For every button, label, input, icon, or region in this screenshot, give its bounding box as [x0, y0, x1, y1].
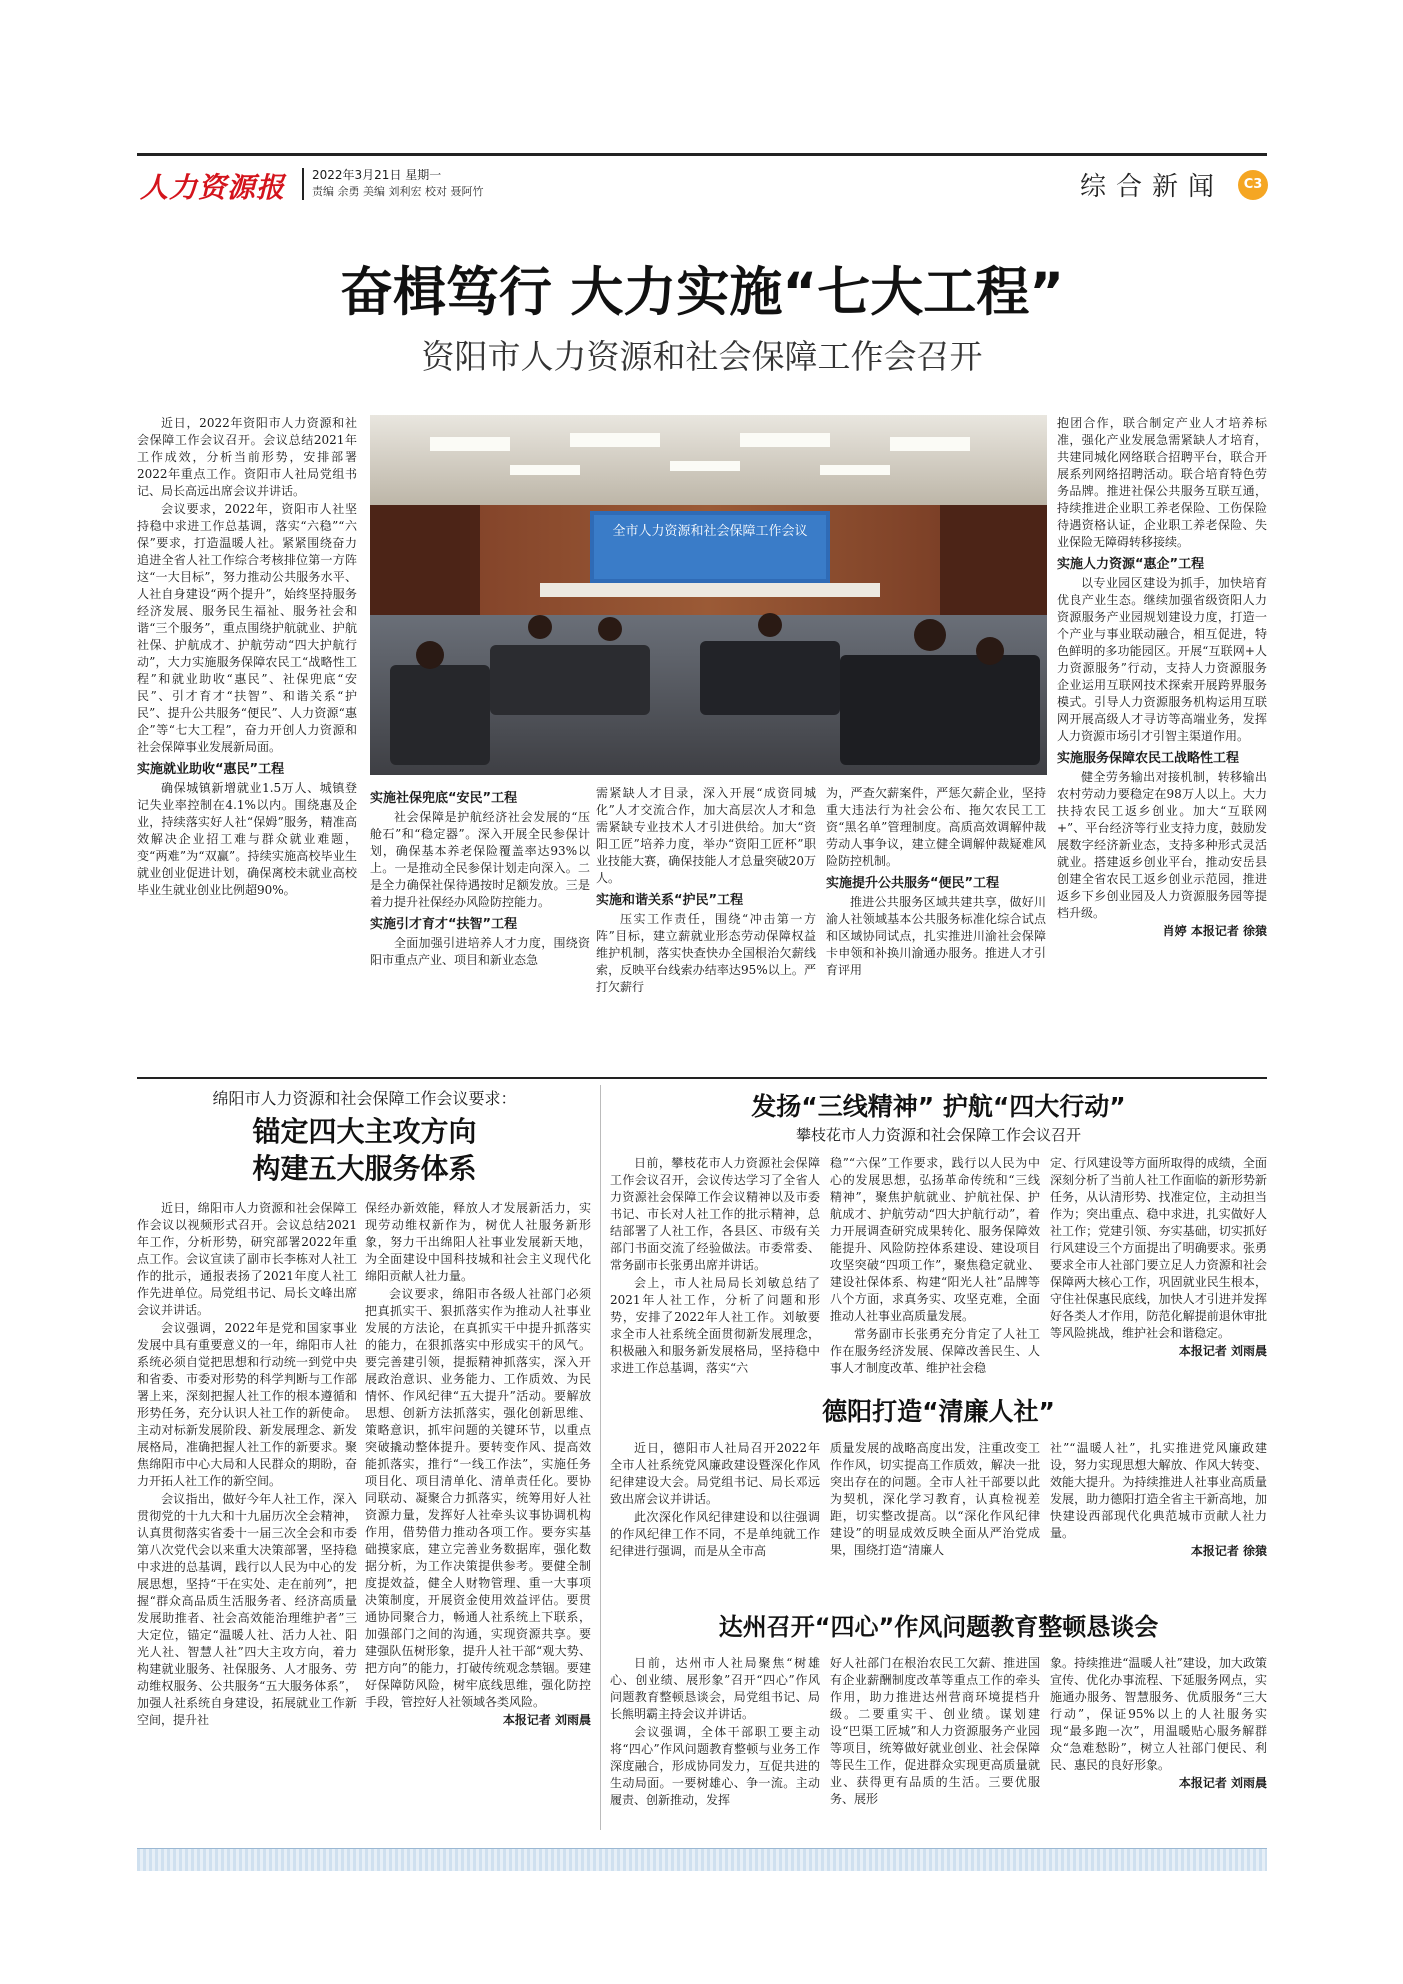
section-subheading: 实施人力资源“惠企”工程 — [1057, 557, 1205, 572]
newspaper-logo: 人力资源报 — [140, 171, 286, 204]
body-paragraph: 近日，德阳市人社局召开2022年全市人社系统党风廉政建设暨深化作风纪律建设大会。局党组书记、局长邓远致出席会议并讲话。 — [610, 1441, 820, 1506]
story2-column-2 — [365, 1200, 591, 1830]
story5-headline: 达州召开“四心”作风问题教育整顿恳谈会 — [718, 1613, 1159, 1641]
lead-column-4 — [826, 785, 1046, 1065]
story4-column-1 — [610, 1440, 820, 1590]
body-paragraph: 会议强调，全体干部职工要主动将“四心”作风问题教育整顿与业务工作深度融合，形成协同发力，互促共进的生动局面。一要树雄心、争一流。主动履责、创新推动，发挥 — [610, 1725, 820, 1807]
story3-headline: 发扬“三线精神” 护航“四大行动” — [751, 1092, 1126, 1121]
body-paragraph: 稳”“六保”工作要求，践行以人民为中心的发展思想，弘扬革命传统和“三线精神”，聚焦护航就业、护航社保、护航成才、护航劳动“四大护航行动”，着力开展调查研究成果转化、服务保障效能提升、风险防控体系建设、建设项目攻坚突破“四项工作”，聚焦稳定就业、建设社保体系、构建“阳光人社”品牌等八个方面，求真务实、攻坚克难，全面推动人社事业高质量发展。 — [830, 1156, 1040, 1323]
body-paragraph: 会上，市人社局局长刘敏总结了2021年人社工作，分析了问题和形势，安排了2022年人社工作。刘敏要求全市人社系统全面贯彻新发展理念，积极融入和服务新发展格局，坚持稳中求进工作总基调，落实“六 — [610, 1276, 820, 1375]
masthead-divider — [302, 168, 304, 200]
story4-column-3 — [1050, 1440, 1267, 1600]
section-subheading: 实施和谐关系“护民”工程 — [596, 893, 744, 908]
lead-column-1 — [137, 415, 357, 1065]
body-paragraph: 会议强调，2022年是党和国家事业发展中具有重要意义的一年，绵阳市人社系统必须自觉把思想和行动统一到党中央和省委、市委对形势的科学判断与工作部署上来，深刻把握人社工作的根本遵循和形势任务，充分认识人社工作的新使命。主动对标新发展阶段、新发展理念、新发展格局，准确把握人社工作的新要求。聚焦绵阳市中心大局和人民群众的期盼，奋力开拓人社工作的新空间。 — [137, 1321, 357, 1488]
masthead-top-rule — [137, 153, 1267, 156]
story3-subheadline: 攀枝花市人力资源和社会保障工作会议召开 — [795, 1126, 1081, 1144]
lead-headline: 奋楫笃行 大力实施“七大工程” — [339, 262, 1065, 323]
lead-subheadline: 资阳市人力资源和社会保障工作会召开 — [421, 337, 983, 376]
section-subheading: 实施引才育才“扶智”工程 — [370, 917, 518, 932]
story5-column-2 — [830, 1655, 1040, 1830]
section-subheading: 实施服务保障农民工战略性工程 — [1057, 751, 1240, 766]
body-paragraph: 定、行风建设等方面所取得的成绩，全面深刻分析了当前人社工作面临的新形势新任务，从认清形势、找准定位，主动担当作为；突出重点、稳中求进，扎实做好人社工作；党建引领、夯实基础，切实抓好行风建设三个方面提出了明确要求。张勇要求全市人社部门要立足人力资源和社会保障两大核心工作，巩固就业民生根本，守住社保惠民底线，加快人才引进并发挥好各类人才作用，防范化解提前退休审批等风险挑战，维护社会和谐稳定。 — [1050, 1156, 1267, 1340]
story2-kicker: 绵阳市人力资源和社会保障工作会议要求： — [212, 1089, 517, 1108]
photo-banner-text: 全市人力资源和社会保障工作会议 — [612, 524, 808, 539]
section-subheading: 实施就业助收“惠民”工程 — [137, 762, 285, 777]
body-paragraph: 日前，攀枝花市人力资源社会保障工作会议召开，会议传达学习了全省人力资源社会保障工作会议精神以及市委书记、市长对人社工作的批示精神，总结部署了人社工作，各县区、市级有关部门书面交流了经验做法。市委常委、常务副市长张勇出席并讲话。 — [610, 1156, 820, 1272]
body-paragraph: 以专业园区建设为抓手，加快培育优良产业生态。继续加强省级资阳人力资源服务产业园规划建设力度，打造一个产业与事业联动融合，相互促进，特色鲜明的多功能园区。开展“互联网+人力资源服务”行动，支持人力资源服务企业运用互联网技术探索开展跨界服务模式。引导人力资源服务机构运用互联网开展高级人才寻访等高端业务，发挥人力资源市场引才引智主渠道作用。 — [1057, 576, 1267, 743]
story3-column-1 — [610, 1155, 820, 1375]
byline: 本报记者 刘雨晨 — [502, 1713, 591, 1727]
issue-date: 2022年3月21日 星期一 — [312, 168, 442, 182]
story5-column-3 — [1050, 1655, 1267, 1835]
footer-band — [137, 1848, 1267, 1871]
body-paragraph: 日前，达州市人社局聚焦“树雄心、创业绩、展形象”召开“四心”作风问题教育整顿恳谈会，局党组书记、局长熊明霸主持会议并讲话。 — [610, 1656, 820, 1721]
page-number-badge: C3 — [1238, 170, 1268, 200]
section-subheading: 实施社保兜底“安民”工程 — [370, 791, 518, 806]
story2-headline-line1: 锚定四大主攻方向 — [252, 1115, 477, 1148]
column-separator — [600, 1085, 601, 1830]
byline: 本报记者 刘雨晨 — [1178, 1776, 1267, 1790]
body-paragraph: 社会保障是护航经济社会发展的“压舱石”和“稳定器”。深入开展全民参保计划，确保基本养老保险覆盖率达93%以上。一是推动全民参保计划走向深入。二是全力确保社保待遇按时足额发放。三是着力提升社保经办风险防控能力。 — [370, 810, 590, 909]
body-paragraph: 压实工作责任，围绕“冲击第一方阵”目标，建立薪就业形态劳动保障权益维护机制，落实快查快办全国根治欠薪线索，反映平台线索办结率达95%以上。严打欠薪行 — [596, 912, 816, 994]
body-paragraph: 好人社部门在根治农民工欠薪、推进国有企业薪酬制度改革等重点工作的牵头作用，助力推进达州营商环境提档升级。二要重实干、创业绩。谋划建设“巴渠工匠城”和人力资源服务产业园等项目，统筹做好就业创业、社会保障等民生工作，促进群众实现更高质量就业、获得更有品质的生活。三要优服务、展形 — [830, 1656, 1040, 1806]
byline: 肖婷 本报记者 徐猿 — [1162, 924, 1267, 938]
editor-credits: 责编 余勇 美编 刘利宏 校对 聂阿竹 — [312, 185, 484, 198]
body-paragraph: 全面加强引进培养人才力度，围绕资阳市重点产业、项目和新业态急 — [370, 936, 590, 967]
body-paragraph: 会议要求，2022年，资阳市人社坚持稳中求进工作总基调，落实“六稳”“六保”要求，打造温暖人社。紧紧围绕奋力追进全省人社工作综合考核排位第一方阵这“一大目标”，努力推动公共服务水平、人社自身建设“两个提升”，始终坚持服务经济发展、服务民生福祉、服务社会和谐“三个服务”，重点围绕护航就业、护航社保、护航成才、护航劳动“四大护航行动”，大力实施服务保障农民工“战略性工程”和就业助收“惠民”、社保兜底“安民”、引才育才“扶智”、和谐关系“护民”、提升公共服务“便民”、人力资源“惠企”等“七大工程”，奋力开创人力资源和社会保障事业发展新局面。 — [137, 502, 357, 754]
body-paragraph: 近日，2022年资阳市人力资源和社会保障工作会议召开。会议总结2021年工作成效，分析当前形势，安排部署2022年重点工作。资阳市人社局党组书记、局长高远出席会议并讲话。 — [137, 416, 357, 498]
body-paragraph: 社”“温暖人社”，扎实推进党风廉政建设，努力实现思想大解放、作风大转变、效能大提升。为持续推进人社事业高质量发展，助力德阳打造全省主干新高地，加快建设西部现代化典范城市贡献人社力量。 — [1050, 1441, 1267, 1540]
body-paragraph: 为，严查欠薪案件，严惩欠薪企业，坚持重大违法行为社会公布、拖欠农民工工资“黑名单”管理制度。高质高效调解仲裁劳动人事争议，建立健全调解仲裁疑难风险防控机制。 — [826, 786, 1046, 868]
meeting-photo — [370, 415, 1047, 775]
byline: 本报记者 徐猿 — [1190, 1544, 1267, 1558]
story4-headline: 德阳打造“清廉人社” — [822, 1397, 1055, 1426]
body-paragraph: 需紧缺人才目录，深入开展“成资同城化”人才交流合作，加大高层次人才和急需紧缺专业技术人才引进供给。加大“资阳工匠”培养力度，举办“资阳工匠杯”职业技能大赛，确保技能人才总量突破20万人。 — [596, 786, 816, 885]
lead-column-5 — [1057, 415, 1267, 1065]
body-paragraph: 推进公共服务区域共建共享，做好川渝人社领域基本公共服务标准化综合试点和区域协同试点，扎实推进川渝社会保障卡申领和补换川渝通办服务。推进人才引育评用 — [826, 895, 1046, 977]
section-subheading: 实施提升公共服务“便民”工程 — [826, 876, 1000, 891]
lead-column-3 — [596, 785, 816, 1065]
lead-column-2 — [370, 785, 590, 1065]
body-paragraph: 会议要求，绵阳市各级人社部门必须把真抓实干、狠抓落实作为推动人社事业发展的方法论，在真抓实干中提升抓落实的能力，在狠抓落实中形成实干的风气。要完善建引领，提振精神抓落实，深入开展政治意识、业务能力、工作质效、为民情怀、作风纪律“五大提升”活动。要解放思想、创新方法抓落实，强化创新思维、策略意识，抓牢问题的关键环节，以重点突破撬动整体提升。要转变作风、提高效能抓落实，推行“一线工作法”，实施任务项目化、项目清单化、清单责任化。要协同联动、凝聚合力抓落实，统筹用好人社资源力量，发挥好人社牵头议事协调机构作用，借势借力推动各项工作。要夯实基础摸家底，建立完善业务数据库，强化数据分析，为工作决策提供参考。要健全制度提效益，健全人财物管理、重一大事项决策制度，开展资金使用效益评估。要贯通协同聚合力，畅通人社系统上下联系，加强部门之间的沟通，实现资源共享。要建强队伍树形象，提升人社干部“观大势、把方向”的能力，打破传统观念禁锢。要建好保障防风险，树牢底线思维，强化防控手段，管控好人社领域各类风险。 — [365, 1287, 591, 1709]
body-paragraph: 会议指出，做好今年人社工作，深入贯彻党的十九大和十九届历次全会精神，认真贯彻落实省委十一届三次全会和市委第八次党代会以来重大决策部署，坚持稳中求进的总基调，践行以人民为中心的发展思想，坚持“干在实处、走在前列”，把握“群众高品质生活服务者、经济高质量发展助推者、社会高效能治理维护者”三大定位，锚定“温暖人社、活力人社、阳光人社、智慧人社”四大主攻方向，着力构建就业服务、社保服务、人才服务、劳动维权服务、公共服务“五大服务体系”，加强人社系统自身建设，拓展就业工作新空间，提升社 — [137, 1492, 357, 1727]
body-paragraph: 确保城镇新增就业1.5万人、城镇登记失业率控制在4.1%以内。围绕惠及企业，持续落实好人社“保姆”服务，精准高效解决企业招工难与群众就业难题，变“两难”为“双赢”。持续实施高校毕业生就业创业促进计划，确保离校未就业高校毕业生就业创业比例超90%。 — [137, 781, 357, 897]
body-paragraph: 象。持续推进“温暖人社”建设，加大政策宣传、优化办事流程、下延服务网点，实施通办服务、智慧服务、优质服务“三大行动”，保证95%以上的人社服务实现“最多跑一次”，用温暖贴心服务解群众“急难愁盼”，树立人社部门便民、利民、惠民的良好形象。 — [1050, 1656, 1267, 1772]
story2-headline-line2: 构建五大服务体系 — [252, 1152, 477, 1185]
section-divider — [137, 1077, 1267, 1079]
body-paragraph: 健全劳务输出对接机制，转移输出农村劳动力要稳定在98万人以上。大力扶持农民工返乡创业。加大“互联网+”、平台经济等行业支持力度，鼓励发展数字经济新业态，支持多种形式灵活就业。搭建返乡创业平台，推动安岳县创建全省农民工返乡创业示范园，推进返乡下乡创业园及人力资源服务园等提档升级。 — [1057, 770, 1267, 920]
meeting-photo-illustration — [370, 415, 1047, 775]
byline: 本报记者 刘雨晨 — [1178, 1344, 1267, 1358]
body-paragraph: 保经办新效能，释放人才发展新活力，实现劳动维权新作为，树优人社服务新形象，努力干出绵阳人社事业发展新天地，为全面建设中国科技城和社会主义现代化绵阳贡献人社力量。 — [365, 1201, 591, 1283]
story5-column-1 — [610, 1655, 820, 1830]
body-paragraph: 常务副市长张勇充分肯定了人社工作在服务经济发展、保障改善民生、人事人才制度改革、维护社会稳 — [830, 1327, 1040, 1375]
body-paragraph: 质量发展的战略高度出发，注重改变工作作风，切实提高工作质效，解决一批突出存在的问题。全市人社干部要以此为契机，深化学习教育，认真检视差距，切实整改提高。以“深化作风纪律建设”的明显成效反映全面从严治党成果，围绕打造“清廉人 — [830, 1441, 1040, 1557]
story3-column-3 — [1050, 1155, 1267, 1385]
story2-column-1 — [137, 1200, 357, 1830]
story4-column-2 — [830, 1440, 1040, 1590]
section-name: 综合新闻 — [1080, 172, 1225, 202]
story3-column-2 — [830, 1155, 1040, 1375]
body-paragraph: 此次深化作风纪律建设和以往强调的作风纪律工作不同，不是单纯就工作纪律进行强调，而是从全市高 — [610, 1510, 820, 1558]
body-paragraph: 近日，绵阳市人力资源和社会保障工作会议以视频形式召开。会议总结2021年工作，分析形势，研究部署2022年重点工作。会议宣读了副市长李栋对人社工作的批示，通报表扬了2021年度人社工作先进单位。局党组书记、局长文峰出席会议并讲话。 — [137, 1201, 357, 1317]
body-paragraph: 抱团合作，联合制定产业人才培养标准，强化产业发展急需紧缺人才培育，共建同城化网络联合招聘平台，联合开展系列网络招聘活动。联合培育特色劳务品牌。推进社保公共服务互联互通，持续推进企业职工养老保险、工伤保险待遇资格认证，企业职工养老保险、失业保险无障碍转移接续。 — [1057, 416, 1267, 549]
